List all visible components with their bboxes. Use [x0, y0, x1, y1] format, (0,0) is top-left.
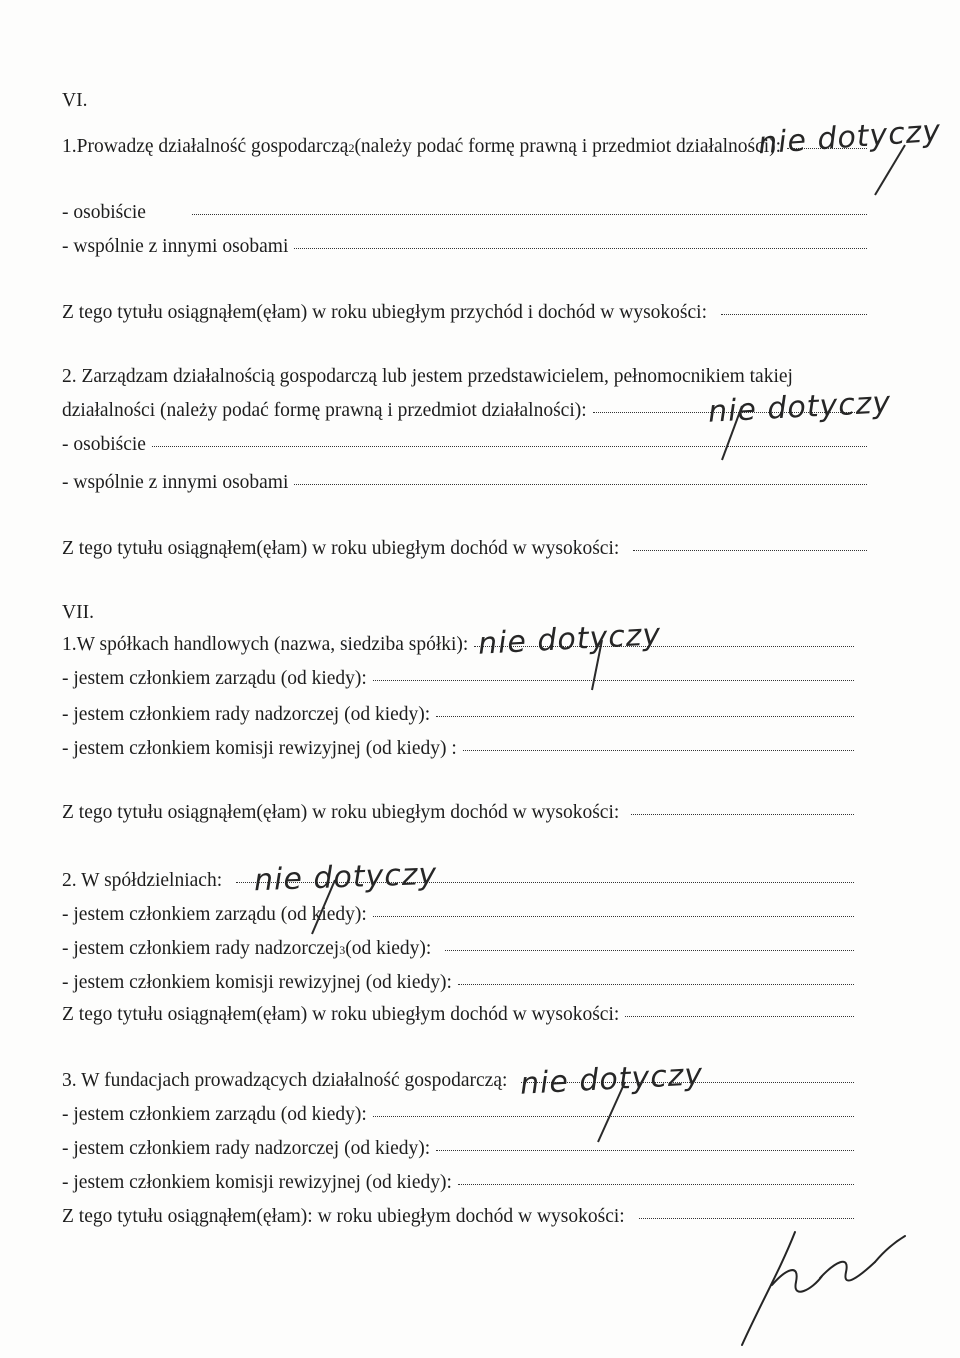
s7-item2-audit: - jestem członkiem komisji rewizyjnej (od kiedy):	[62, 972, 854, 994]
s6-item2-label-a: 2. Zarządzam działalnością gospodarczą lub jestem przedstawicielem, pełnomocnikiem takiej	[62, 366, 793, 387]
s6-item2-label-b: działalności (należy podać formę prawną i przedmiot działalności):	[62, 400, 867, 422]
s6-item1-income: Z tego tytułu osiągnąłem(ęłam) w roku ubiegłym przychód i dochód w wysokości:	[62, 302, 867, 324]
s7-item2-supervisory: - jestem członkiem rady nadzorczej 3 (od kiedy):	[62, 938, 854, 960]
signature-mark	[742, 1232, 905, 1345]
s6-item2-personal: - osobiście	[62, 434, 867, 456]
s6-item1-personal: - osobiście	[62, 202, 867, 224]
slash-stroke-2	[722, 406, 742, 460]
s7-item3-board: - jestem członkiem zarządu (od kiedy):	[62, 1104, 854, 1126]
s6-item1-jointly: - wspólnie z innymi osobami	[62, 236, 867, 258]
s7-item1-board: - jestem członkiem zarządu (od kiedy):	[62, 668, 854, 690]
s7-item2-board: - jestem członkiem zarządu (od kiedy):	[62, 904, 854, 926]
s7-item3-label: 3. W fundacjach prowadzących działalność gospodarczą:	[62, 1070, 854, 1092]
s7-item2-label: 2. W spółdzielniach:	[62, 870, 854, 892]
s7-item1-income: Z tego tytułu osiągnąłem(ęłam) w roku ubiegłym dochód w wysokości:	[62, 802, 854, 824]
s7-item1-label: 1.W spółkach handlowych (nazwa, siedziba spółki):	[62, 634, 854, 656]
s7-item3-supervisory: - jestem członkiem rady nadzorczej (od kiedy):	[62, 1138, 854, 1160]
section-vi-title: VI.	[62, 90, 88, 111]
s7-item1-supervisory: - jestem członkiem rady nadzorczej (od kiedy):	[62, 704, 854, 726]
s6-item2-income: Z tego tytułu osiągnąłem(ęłam) w roku ubiegłym dochód w wysokości:	[62, 538, 867, 560]
s6-item2-jointly: - wspólnie z innymi osobami	[62, 472, 867, 494]
s7-item3-audit: - jestem członkiem komisji rewizyjnej (od kiedy):	[62, 1172, 854, 1194]
handwritten-note-s7-2: nie dotyczy	[253, 856, 438, 899]
handwritten-note-s7-3: nie dotyczy	[519, 1057, 705, 1102]
s7-item2-income: Z tego tytułu osiągnąłem(ęłam) w roku ubiegłym dochód w wysokości:	[62, 1004, 854, 1026]
s6-item1-label: 1.Prowadzę działalność gospodarczą 2 (należy podać formę prawną i przedmiot działalności):	[62, 136, 867, 158]
handwritten-note-s6-2: nie dotyczy	[707, 385, 893, 430]
slash-stroke-3	[592, 640, 602, 690]
s7-item3-income: Z tego tytułu osiągnąłem(ęłam): w roku ubiegłym dochód w wysokości:	[62, 1206, 854, 1228]
s7-item1-audit: - jestem członkiem komisji rewizyjnej (od kiedy) :	[62, 738, 854, 760]
slash-stroke-5	[598, 1082, 625, 1142]
slash-stroke-1	[875, 145, 905, 195]
handwritten-note-s6-1: nie dotyczy	[757, 113, 943, 162]
section-vii-title: VII.	[62, 602, 94, 623]
handwritten-note-s7-1: nie dotyczy	[477, 617, 663, 662]
slash-stroke-4	[312, 880, 335, 934]
